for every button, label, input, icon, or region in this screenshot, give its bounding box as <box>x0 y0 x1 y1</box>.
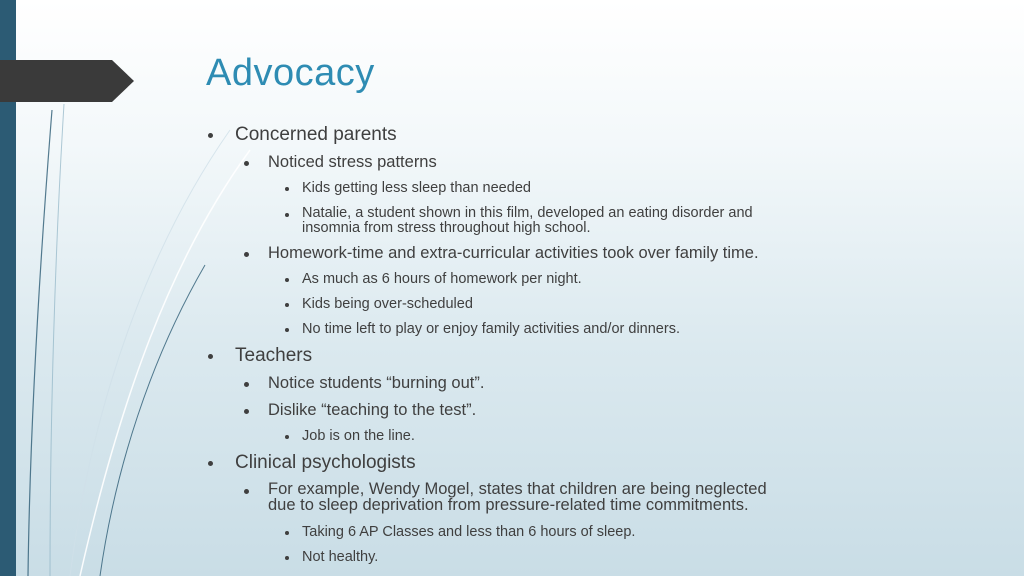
bullet-clinical-psychologists: Clinical psychologists <box>235 452 416 474</box>
bullet-less-sleep: Kids getting less sleep than needed <box>302 180 531 196</box>
bullet-natalie: Natalie, a student shown in this film, developed an eating disorder and insomnia from stress throughout high school. <box>302 206 753 236</box>
slide-title: Advocacy <box>206 52 375 94</box>
bullet-noticed-stress: Noticed stress patterns <box>268 153 437 172</box>
bullet-homework-time: Homework-time and extra-curricular activities took over family time. <box>268 244 759 263</box>
bullet-six-hours: As much as 6 hours of homework per night. <box>302 271 582 287</box>
bullet-concerned-parents: Concerned parents <box>235 124 397 146</box>
bullet-no-time: No time left to play or enjoy family activities and/or dinners. <box>302 321 680 337</box>
bullet-over-scheduled: Kids being over-scheduled <box>302 296 473 312</box>
bullet-ap-classes: Taking 6 AP Classes and less than 6 hours of sleep. <box>302 524 635 540</box>
bullet-teachers: Teachers <box>235 345 312 367</box>
bullet-burning-out: Notice students “burning out”. <box>268 374 484 393</box>
bullet-teaching-test: Dislike “teaching to the test”. <box>268 401 476 420</box>
bullet-wendy-mogel: For example, Wendy Mogel, states that children are being neglected due to sleep deprivation from pressure-related time commitments. <box>268 481 767 513</box>
bullet-not-healthy: Not healthy. <box>302 549 378 565</box>
bullet-job-line: Job is on the line. <box>302 428 415 444</box>
